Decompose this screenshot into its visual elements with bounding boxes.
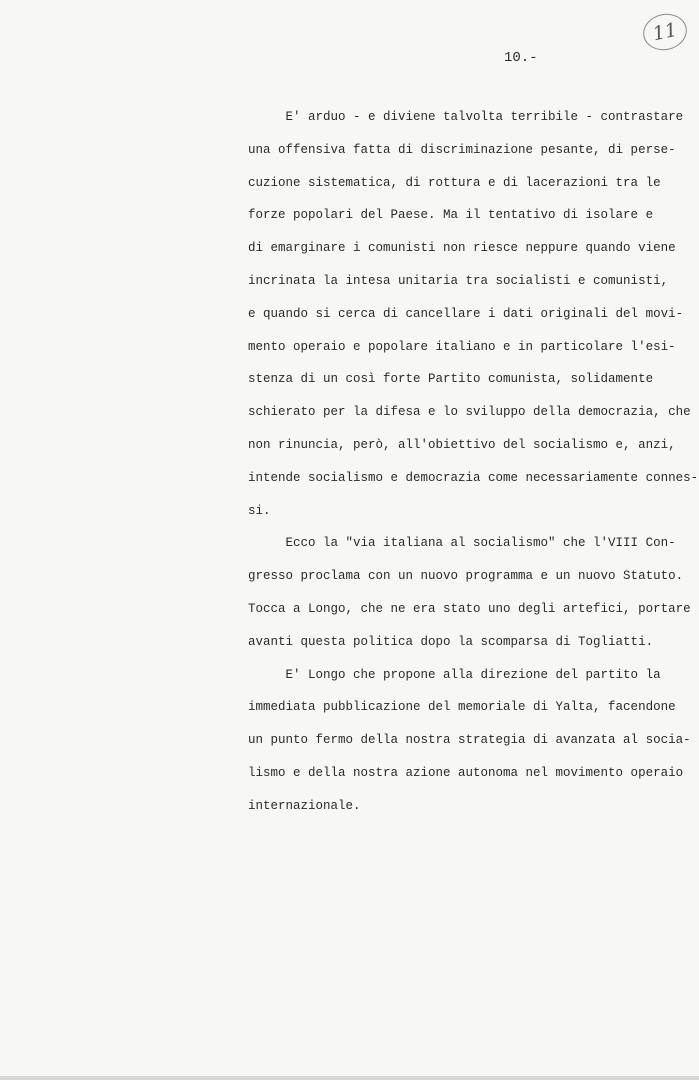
text-line: e quando si cerca di cancellare i dati originali del movi-	[248, 306, 684, 321]
text-line: lismo e della nostra azione autonoma nel movimento operaio	[248, 765, 684, 780]
text-line: schierato per la difesa e lo sviluppo della democrazia, che	[248, 405, 691, 420]
text-line: gresso proclama con un nuovo programma e un nuovo Statuto.	[248, 569, 684, 584]
text-line: stenza di un così forte Partito comunista, solidamente	[248, 372, 654, 387]
page-edge	[0, 1076, 699, 1080]
text-line: Ecco la "via italiana al socialismo" che l'VIII Con-	[248, 536, 676, 551]
paragraph-3	[248, 665, 691, 829]
text-line: incrinata la intesa unitaria tra socialisti e comunisti,	[248, 273, 669, 288]
text-line: un punto fermo della nostra strategia di avanzata al socia-	[248, 733, 691, 748]
text-line: Tocca a Longo, che ne era stato uno degli artefici, portare	[248, 601, 691, 616]
text-line: intende socialismo e democrazia come necessariamente connes-	[248, 470, 699, 485]
text-line: mento operaio e popolare italiano e in particolare l'esi-	[248, 339, 676, 354]
text-line: cuzione sistematica, di rottura e di lacerazioni tra le	[248, 175, 661, 190]
text-line: immediata pubblicazione del memoriale di Yalta, facendone	[248, 700, 676, 715]
page-number: 10.-	[504, 50, 538, 66]
text-line: avanti questa politica dopo la scomparsa di Togliatti.	[248, 634, 654, 649]
paragraph-2	[248, 533, 691, 664]
text-line: forze popolari del Paese. Ma il tentativo di isolare e	[248, 208, 654, 223]
paragraph-1	[248, 107, 699, 533]
text-line: di emarginare i comunisti non riesce neppure quando viene	[248, 241, 676, 256]
text-line: E' arduo - e diviene talvolta terribile - contrastare	[248, 110, 684, 124]
page-stamp: 11	[640, 10, 691, 54]
text-line: E' Longo che propone alla direzione del partito la	[248, 667, 661, 682]
text-line: internazionale.	[248, 798, 361, 813]
body-text	[248, 107, 699, 829]
text-line: si.	[248, 503, 271, 518]
text-line: non rinuncia, però, all'obiettivo del socialismo e, anzi,	[248, 437, 676, 452]
text-line: una offensiva fatta di discriminazione pesante, di perse-	[248, 142, 676, 157]
